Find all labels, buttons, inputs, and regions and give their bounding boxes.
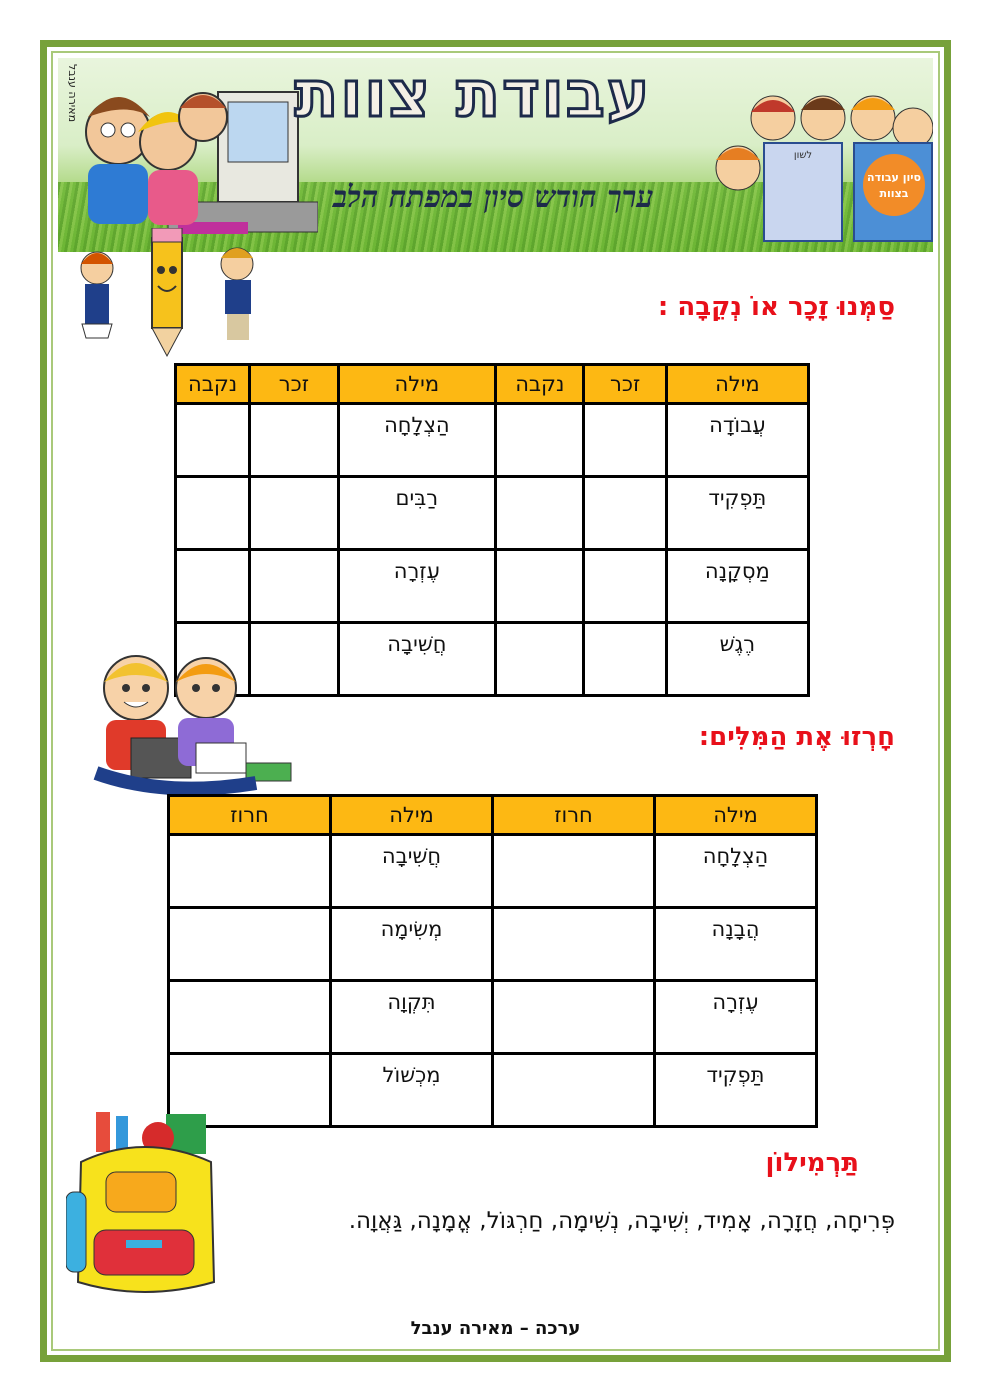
word-cell: מִכְשׁוֹל <box>332 1055 491 1125</box>
answer-cell-female[interactable] <box>177 551 248 621</box>
answer-cell-female[interactable] <box>497 624 582 694</box>
table-row <box>170 982 815 1052</box>
rhyme-answer-cell[interactable] <box>170 909 329 979</box>
answer-cell-female[interactable] <box>497 478 582 548</box>
table-header-row <box>170 797 815 833</box>
header-cell: נקבה <box>497 366 582 402</box>
gender-table <box>174 363 810 697</box>
answer-cell-male[interactable] <box>251 551 336 621</box>
header-cell: זכר <box>585 366 664 402</box>
table-row <box>177 405 807 475</box>
banner-subtitle: ערך חודש סיון במפתח הלב <box>332 180 654 215</box>
rhyme-answer-cell[interactable] <box>494 909 653 979</box>
word-cell: עֶזְרָה <box>340 551 495 621</box>
section2-heading: חָרְזוּ אֶת הַמִּלִּים: <box>698 722 895 752</box>
rhyme-answer-cell[interactable] <box>494 836 653 906</box>
kids-laptop-illustration <box>76 648 298 798</box>
table-row <box>170 1055 815 1125</box>
table-row <box>170 836 815 906</box>
header-cell: מילה <box>332 797 491 833</box>
word-cell: הַצְלָחָה <box>656 836 815 906</box>
book-cover-2 <box>853 142 933 242</box>
answer-cell-female[interactable] <box>177 478 248 548</box>
answer-cell-female[interactable] <box>497 405 582 475</box>
word-cell: רַבִּים <box>340 478 495 548</box>
table-row <box>170 909 815 979</box>
word-bank-list: פְּרִיחָה, חֲזָרָה, אָמִיד, יְשִׁיבָה, נְשִׁימָה, חַרְגּוֹל, אֳמָנָה, גַּאֲוָה. <box>348 1208 895 1234</box>
word-bank-heading: תַּרְמִילוֹן <box>765 1148 859 1178</box>
answer-cell-female[interactable] <box>497 551 582 621</box>
word-cell: חֲשִׁיבָה <box>332 836 491 906</box>
table-row <box>177 478 807 548</box>
word-cell: עֶזְרָה <box>656 982 815 1052</box>
rhyme-answer-cell[interactable] <box>170 836 329 906</box>
table-row <box>177 551 807 621</box>
answer-cell-male[interactable] <box>585 405 664 475</box>
header-cell: זכר <box>251 366 336 402</box>
table-header-row <box>177 366 807 402</box>
header-cell: מילה <box>656 797 815 833</box>
header-cell: מילה <box>668 366 807 402</box>
pencil-kids-illustration <box>72 228 272 363</box>
word-cell: עֲבוֹדָה <box>668 405 807 475</box>
word-cell: מְשִׂימָה <box>332 909 491 979</box>
book-cover-2-badge: סיון עבודה בצוות <box>863 154 925 216</box>
word-cell: רֶגֶשׁ <box>668 624 807 694</box>
rhyme-answer-cell[interactable] <box>494 982 653 1052</box>
answer-cell-female[interactable] <box>177 405 248 475</box>
backpack-illustration <box>66 1112 222 1302</box>
banner-credit: מאירה ענבל <box>66 64 79 123</box>
answer-cell-male[interactable] <box>251 405 336 475</box>
book-cover-1 <box>763 142 843 242</box>
header-cell: חרוז <box>494 797 653 833</box>
footer-credit: ערכה – מאירה ענבל <box>410 1318 581 1339</box>
word-cell: הֲבָנָה <box>656 909 815 979</box>
answer-cell-male[interactable] <box>585 551 664 621</box>
word-cell: תִּקְוָה <box>332 982 491 1052</box>
rhyme-answer-cell[interactable] <box>170 982 329 1052</box>
header-cell: נקבה <box>177 366 248 402</box>
word-cell: הַצְלָחָה <box>340 405 495 475</box>
rhyme-table <box>167 794 818 1128</box>
word-cell: תַּפְקִיד <box>668 478 807 548</box>
section1-heading: סַמְּנוּ זָכָר אוֹ נְקֵבָה : <box>657 292 895 322</box>
rhyme-answer-cell[interactable] <box>494 1055 653 1125</box>
word-cell: תַּפְקִיד <box>656 1055 815 1125</box>
header-banner <box>58 58 933 252</box>
banner-title: עבודת צוות <box>294 58 652 132</box>
word-cell: חֲשִׁיבָה <box>340 624 495 694</box>
book-cover-1-text: לשון <box>793 150 813 161</box>
answer-cell-male[interactable] <box>585 624 664 694</box>
answer-cell-male[interactable] <box>251 478 336 548</box>
header-cell: חרוז <box>170 797 329 833</box>
header-cell: מילה <box>340 366 495 402</box>
answer-cell-male[interactable] <box>585 478 664 548</box>
word-cell: מַסְקָנָה <box>668 551 807 621</box>
